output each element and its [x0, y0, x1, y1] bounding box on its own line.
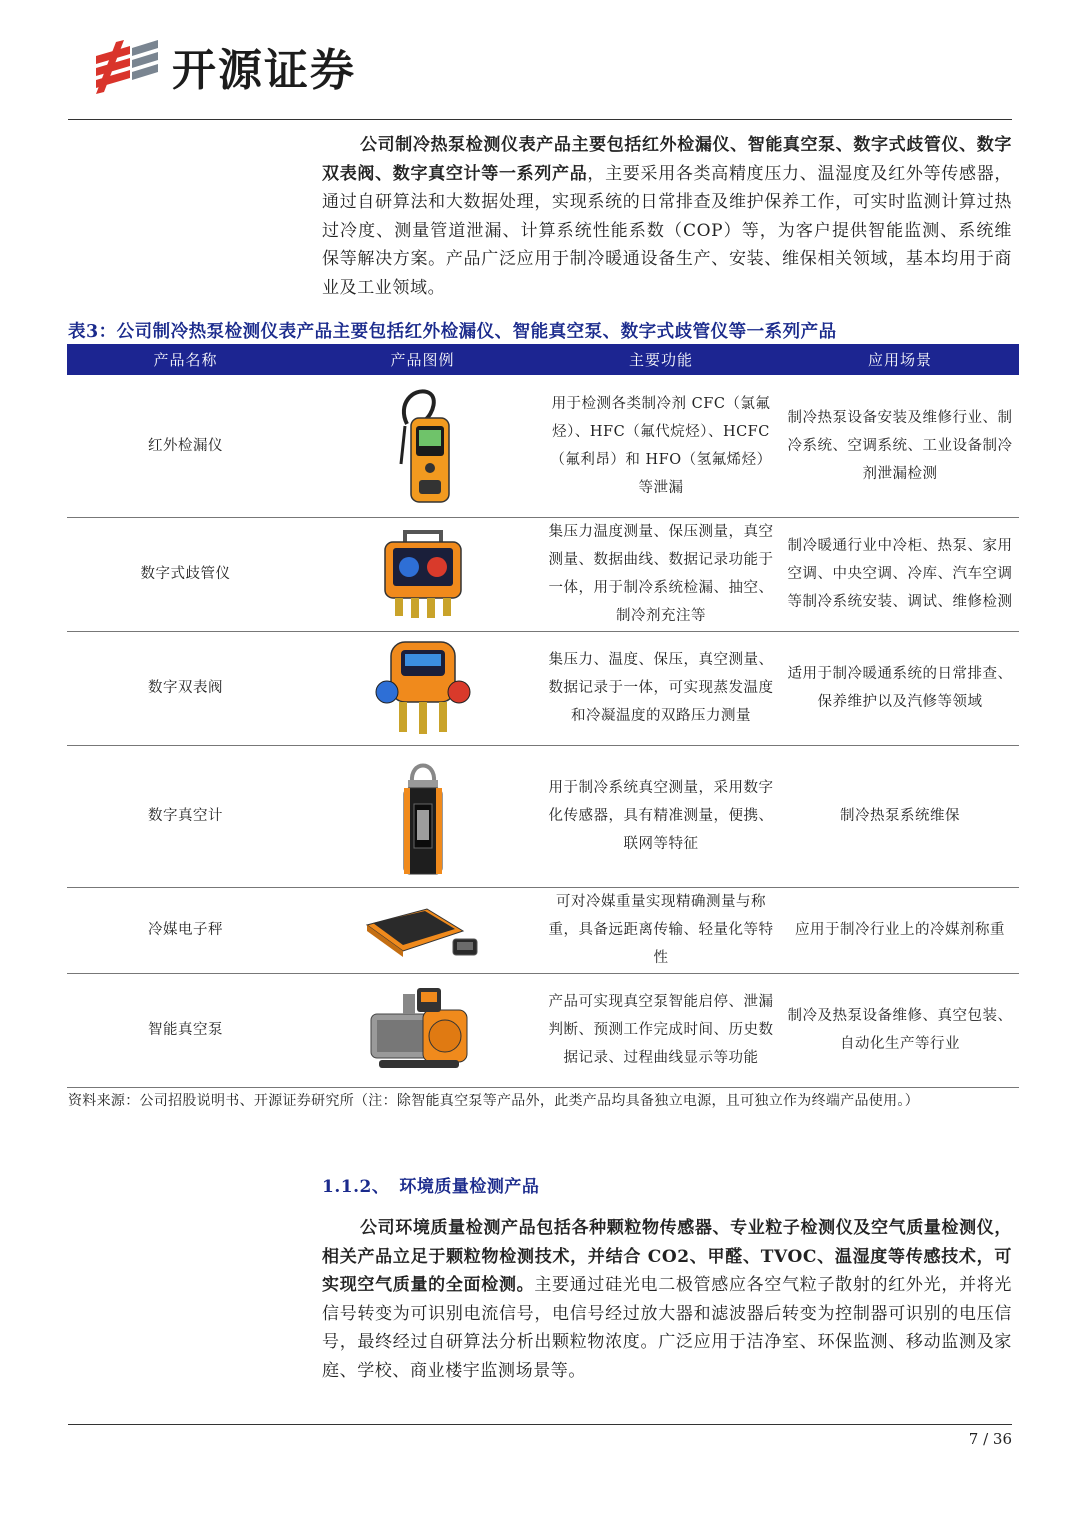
env-bold-text: 公司环境质量检测产品包括各种颗粒物传感器、专业粒子检测仪及空气质量检测仪，相关产品立足于颗粒物检测技术，并结合 CO2、甲醛、TVOC、温湿度等传感技术，可实现空气质量的全面检测。: [322, 1218, 1012, 1296]
table-title: 表3：公司制冷热泵检测仪表产品主要包括红外检漏仪、智能真空泵、数字式歧管仪等一系列产品: [68, 322, 837, 342]
product-table: [67, 344, 1019, 1088]
product-function: 用于检测各类制冷剂 CFC（氯氟烃）、HFC（氟代烷烃）、HCFC（氟利昂）和 HFO（氢氟烯烃）等泄漏: [541, 375, 781, 517]
product-scene: 制冷热泵系统维保: [781, 745, 1019, 887]
product-image: [304, 973, 541, 1087]
intro-paragraph: [322, 131, 1012, 303]
intro-bold-text: 公司制冷热泵检测仪表产品主要包括红外检漏仪、智能真空泵、数字式歧管仪、数字双表阀、数字真空计等一系列产品: [322, 135, 1012, 184]
table-row: [67, 973, 1019, 1087]
table-row: [67, 375, 1019, 517]
brand-name: 开源证券: [172, 45, 356, 96]
product-function: 可对冷媒重量实现精确测量与称重，具备远距离传输、轻量化等特性: [541, 887, 781, 973]
product-function: 产品可实现真空泵智能启停、泄漏判断、预测工作完成时间、历史数据记录、过程曲线显示等功能: [541, 973, 781, 1087]
header-divider: [68, 119, 1012, 120]
digital-manifold-gauge-icon: [373, 526, 473, 622]
section-title: 环境质量检测产品: [399, 1177, 540, 1197]
product-scene: 制冷暖通行业中冷柜、热泵、家用空调、中央空调、冷库、汽车空调等制冷系统安装、调试、维修检测: [781, 517, 1019, 631]
product-image: [304, 517, 541, 631]
product-name: 智能真空泵: [67, 973, 304, 1087]
product-function: 集压力、温度、保压，真空测量、数据记录于一体，可实现蒸发温度和冷凝温度的双路压力测量: [541, 631, 781, 745]
table-row: [67, 517, 1019, 631]
page-number: 7 / 36: [968, 1430, 1012, 1448]
intro-normal-text: ，主要采用各类高精度压力、温湿度及红外等传感器，通过自研算法和大数据处理，实现系统的日常排查及维护保养工作，可实时监测计算过热过冷度、测量管道泄漏、计算系统性能系数（COP）等，为客户提供智能监测、系统维保等解决方案。产品广泛应用于制冷暖通设备生产、安装、维保相关领域，基本均用于商业及工业领域。: [322, 163, 1012, 298]
table-row: [67, 745, 1019, 887]
table-header-row: [67, 344, 1019, 375]
header-application: 应用场景: [781, 344, 1019, 375]
digital-vacuum-gauge-icon: [388, 754, 458, 878]
product-function: 集压力温度测量、保压测量，真空测量、数据曲线、数据记录功能于一体，用于制冷系统检漏、抽空、制冷剂充注等: [541, 517, 781, 631]
product-image: [304, 375, 541, 517]
table-source-note: 资料来源：公司招股说明书、开源证券研究所（注：除智能真空泵等产品外，此类产品均具备独立电源，且可独立作为终端产品使用。）: [68, 1093, 919, 1109]
smart-vacuum-pump-icon: [363, 980, 483, 1080]
brand-logo: [90, 34, 410, 98]
header-product-name: 产品名称: [67, 344, 304, 375]
refrigerant-scale-icon: [363, 895, 483, 965]
product-image: [304, 631, 541, 745]
product-image: [304, 745, 541, 887]
table-row: [67, 631, 1019, 745]
table-row: [67, 887, 1019, 973]
product-scene: 应用于制冷行业上的冷媒剂称重: [781, 887, 1019, 973]
product-image: [304, 887, 541, 973]
product-name: 数字真空计: [67, 745, 304, 887]
product-scene: 适用于制冷暖通系统的日常排查、保养维护以及汽修等领域: [781, 631, 1019, 745]
product-name: 数字式歧管仪: [67, 517, 304, 631]
product-name: 数字双表阀: [67, 631, 304, 745]
product-scene: 制冷热泵设备安装及维修行业、制冷系统、空调系统、工业设备制冷剂泄漏检测: [781, 375, 1019, 517]
header-product-image: 产品图例: [304, 344, 541, 375]
section-heading: [322, 1172, 539, 1197]
product-function: 用于制冷系统真空测量，采用数字化传感器，具有精准测量，便携、联网等特征: [541, 745, 781, 887]
env-normal-text: 主要通过硅光电二极管感应各空气粒子散射的红外光，并将光信号转变为可识别电流信号，电信号经过放大器和滤波器后转变为控制器可识别的电压信号，最终经过自研算法分析出颗粒物浓度。广泛应用于洁净室、环保监测、移动监测及家庭、学校、商业楼宇监测场景等。: [322, 1275, 1013, 1381]
product-name: 红外检漏仪: [67, 375, 304, 517]
env-paragraph: [322, 1214, 1012, 1386]
product-scene: 制冷及热泵设备维修、真空包装、自动化生产等行业: [781, 973, 1019, 1087]
footer-divider: [68, 1424, 1012, 1425]
infrared-leak-detector-icon: [383, 384, 463, 508]
brand-logo-icon: [90, 34, 162, 98]
digital-double-gauge-valve-icon: [373, 638, 473, 738]
section-number: 1.1.2、: [322, 1177, 390, 1197]
header-main-function: 主要功能: [541, 344, 781, 375]
product-name: 冷媒电子秤: [67, 887, 304, 973]
